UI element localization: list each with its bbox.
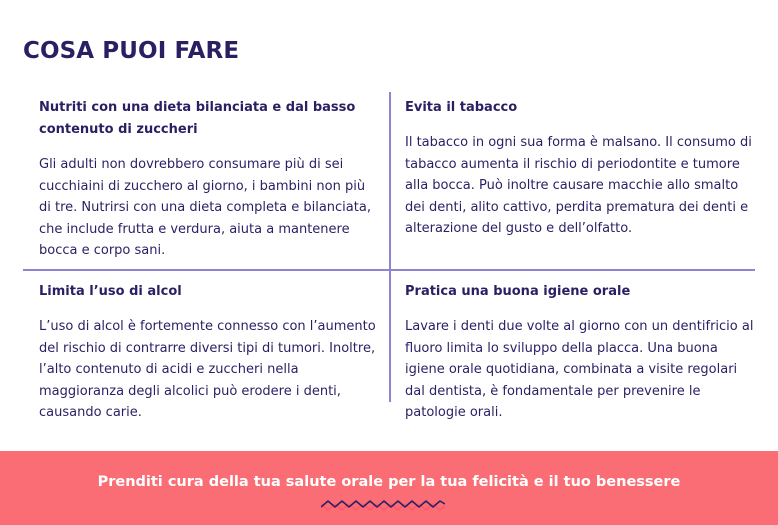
section-oral-hygiene [405,281,755,424]
zigzag-wave-icon [321,499,445,515]
section-heading: Pratica una buona igiene orale [405,284,631,299]
section-diet [39,97,379,262]
banner-text: Prenditi cura della tua salute orale per la tua felicità e il tuo benessere [97,474,681,490]
page-title: COSA PUOI FARE [23,38,240,64]
section-body: Il tabacco in ogni sua forma è malsano. Il consumo di tabacco aumenta il rischio di periodontite e tumore alla bocca. Può inoltre causare macchie allo smalto dei denti, alito cattivo, perdita prematura dei denti e alterazione del gusto e dell’olfatto. [405,135,752,236]
section-body: L’uso di alcol è fortemente connesso con l’aumento del rischio di contrarre diversi tipi di tumori. Inoltre, l’alto contenuto di acidi e zuccheri nella maggioranza degli alcolici può erodere i denti, causando carie. [39,319,376,420]
section-heading: Evita il tabacco [405,100,518,115]
vertical-divider [389,92,391,402]
section-heading: Nutriti con una dieta bilanciata e dal basso contenuto di zuccheri [39,100,356,137]
bottom-banner [0,451,778,525]
section-body: Gli adulti non dovrebbero consumare più di sei cucchiaini di zucchero al giorno, i bambini non più di tre. Nutrirsi con una dieta completa e bilanciata, che include frutta e verdura, aiuta a mantenere bocca e corpo sani. [39,157,371,258]
horizontal-divider [23,269,755,271]
section-tobacco [405,97,755,240]
section-alcohol [39,281,381,424]
section-heading: Limita l’uso di alcol [39,284,182,299]
section-body: Lavare i denti due volte al giorno con un dentifricio al fluoro limita lo sviluppo della placca. Una buona igiene orale quotidiana, combinata a visite regolari dal dentista, è fondamentale per prevenire le patologie orali. [405,319,754,420]
